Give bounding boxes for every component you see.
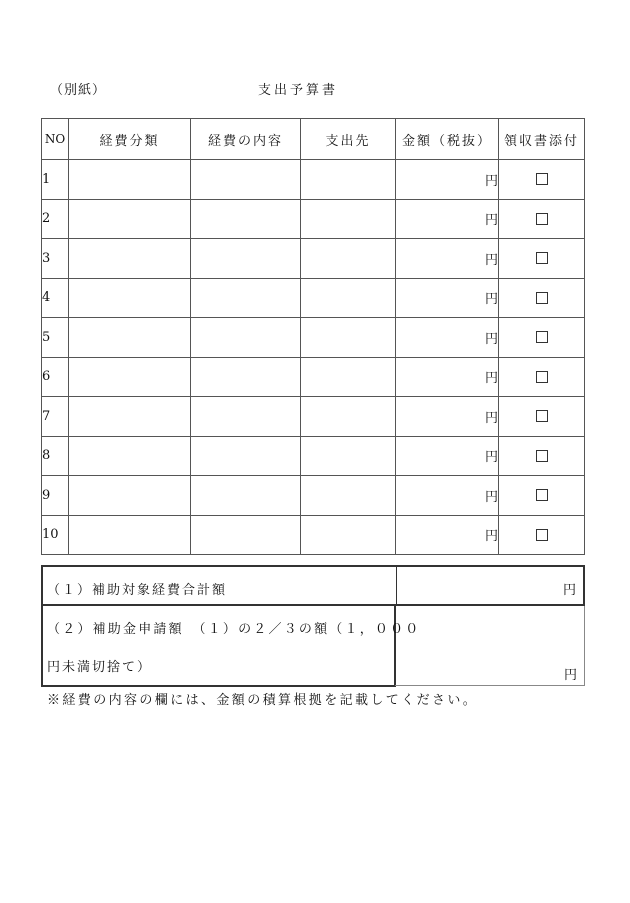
amount-field[interactable] xyxy=(396,160,499,200)
category-field[interactable] xyxy=(69,239,191,279)
amount-field[interactable] xyxy=(396,199,499,239)
receipt-cell xyxy=(499,278,585,318)
total-row xyxy=(41,565,585,606)
category-field[interactable] xyxy=(69,476,191,516)
total-amount-field[interactable]: 円 xyxy=(562,583,576,598)
receipt-cell xyxy=(499,397,585,437)
footnote: ※経費の内容の欄には、金額の積算根拠を記載してください。 xyxy=(47,693,479,708)
payee-field[interactable] xyxy=(301,318,396,358)
table-row xyxy=(42,515,585,555)
amount-field[interactable] xyxy=(396,515,499,555)
table-row xyxy=(42,436,585,476)
receipt-cell xyxy=(499,515,585,555)
amount-field[interactable] xyxy=(396,476,499,516)
header-category: 経費分類 xyxy=(69,119,191,160)
yen-unit: 円 xyxy=(484,173,498,189)
payee-field[interactable] xyxy=(301,476,396,516)
payee-field[interactable] xyxy=(301,160,396,200)
request-label-line2: 円未満切捨て） xyxy=(47,660,153,675)
table-header-row xyxy=(42,119,585,160)
yen-unit: 円 xyxy=(484,410,498,426)
header-content: 経費の内容 xyxy=(191,119,301,160)
row-number: 9 xyxy=(42,476,69,516)
category-field[interactable] xyxy=(69,278,191,318)
category-field[interactable] xyxy=(69,357,191,397)
content-field[interactable] xyxy=(191,515,301,555)
payee-field[interactable] xyxy=(301,436,396,476)
content-field[interactable] xyxy=(191,160,301,200)
category-field[interactable] xyxy=(69,318,191,358)
yen-unit: 円 xyxy=(484,371,498,387)
content-field[interactable] xyxy=(191,278,301,318)
content-field[interactable] xyxy=(191,357,301,397)
content-field[interactable] xyxy=(191,397,301,437)
page-title: 支出予算書 xyxy=(258,83,339,98)
receipt-cell xyxy=(499,239,585,279)
content-field[interactable] xyxy=(191,239,301,279)
receipt-checkbox[interactable] xyxy=(536,529,548,541)
payee-field[interactable] xyxy=(301,397,396,437)
header-payee: 支出先 xyxy=(301,119,396,160)
yen-unit: 円 xyxy=(484,489,498,505)
receipt-cell xyxy=(499,318,585,358)
row-number: 5 xyxy=(42,318,69,358)
table-row xyxy=(42,476,585,516)
yen-unit: 円 xyxy=(484,529,498,545)
request-yen-unit: 円 xyxy=(563,668,577,683)
header-no: NO xyxy=(42,119,69,160)
row-number: 6 xyxy=(42,357,69,397)
category-field[interactable] xyxy=(69,515,191,555)
total-divider xyxy=(396,567,397,604)
receipt-cell xyxy=(499,160,585,200)
yen-unit: 円 xyxy=(484,213,498,229)
table-row xyxy=(42,357,585,397)
content-field[interactable] xyxy=(191,476,301,516)
receipt-checkbox[interactable] xyxy=(536,173,548,185)
category-field[interactable] xyxy=(69,160,191,200)
receipt-checkbox[interactable] xyxy=(536,410,548,422)
row-number: 8 xyxy=(42,436,69,476)
attachment-label: （別紙） xyxy=(50,83,107,98)
category-field[interactable] xyxy=(69,397,191,437)
table-row xyxy=(42,199,585,239)
content-field[interactable] xyxy=(191,318,301,358)
receipt-cell xyxy=(499,199,585,239)
payee-field[interactable] xyxy=(301,278,396,318)
amount-field[interactable] xyxy=(396,278,499,318)
row-number: 2 xyxy=(42,199,69,239)
table-row xyxy=(42,278,585,318)
category-field[interactable] xyxy=(69,436,191,476)
row-number: 3 xyxy=(42,239,69,279)
request-label-line1: （２）補助金申請額 （１）の２／３の額（１，０００ xyxy=(47,622,421,637)
table-row xyxy=(42,397,585,437)
content-field[interactable] xyxy=(191,436,301,476)
yen-unit: 円 xyxy=(484,331,498,347)
receipt-cell xyxy=(499,357,585,397)
receipt-checkbox[interactable] xyxy=(536,292,548,304)
header-amount: 金額（税抜） xyxy=(396,119,499,160)
payee-field[interactable] xyxy=(301,357,396,397)
receipt-checkbox[interactable] xyxy=(536,489,548,501)
receipt-checkbox[interactable] xyxy=(536,331,548,343)
row-number: 10 xyxy=(42,515,69,555)
row-number: 1 xyxy=(42,160,69,200)
receipt-checkbox[interactable] xyxy=(536,450,548,462)
total-label: （１）補助対象経費合計額 xyxy=(47,583,228,598)
receipt-cell xyxy=(499,476,585,516)
content-field[interactable] xyxy=(191,199,301,239)
table-row xyxy=(42,239,585,279)
receipt-checkbox[interactable] xyxy=(536,371,548,383)
amount-field[interactable] xyxy=(396,397,499,437)
amount-field[interactable] xyxy=(396,357,499,397)
yen-unit: 円 xyxy=(484,292,498,308)
payee-field[interactable] xyxy=(301,515,396,555)
table-row xyxy=(42,160,585,200)
request-label-cell xyxy=(41,604,421,687)
receipt-checkbox[interactable] xyxy=(536,252,548,264)
category-field[interactable] xyxy=(69,199,191,239)
amount-field[interactable] xyxy=(396,239,499,279)
row-number: 7 xyxy=(42,397,69,437)
row-number: 4 xyxy=(42,278,69,318)
receipt-checkbox[interactable] xyxy=(536,213,548,225)
amount-field[interactable] xyxy=(396,436,499,476)
receipt-cell xyxy=(499,436,585,476)
amount-field[interactable] xyxy=(396,318,499,358)
request-amount-field[interactable] xyxy=(395,606,585,686)
payee-field[interactable] xyxy=(301,239,396,279)
yen-unit: 円 xyxy=(484,252,498,268)
budget-table xyxy=(41,118,585,555)
header-receipt: 領収書添付 xyxy=(499,119,585,160)
table-row xyxy=(42,318,585,358)
yen-unit: 円 xyxy=(484,450,498,466)
payee-field[interactable] xyxy=(301,199,396,239)
